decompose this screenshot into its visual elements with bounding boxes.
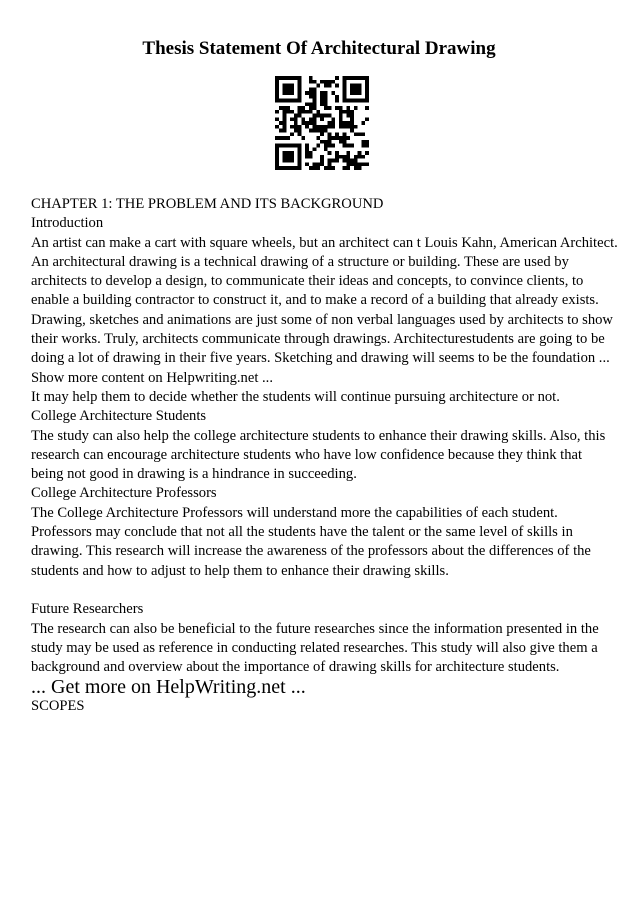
text-line: research can encourage architecture students who have low confidence because they think that [31,446,583,463]
text-line: study may be used as reference in conducting related researches. This study will also give them a [31,639,598,656]
text-line: Introduction [31,215,104,232]
show-more-link[interactable]: Show more content on Helpwriting.net ... [31,369,273,386]
text-line: An artist can make a cart with square wheels, but an architect can t Louis Kahn, American Architect. [31,234,618,251]
text-line: An architectural drawing is a technical drawing of a structure or building. These are used by [31,253,569,270]
text-line: SCOPES [31,697,85,714]
text-line: background and overview about the importance of drawing skills for architecture students. [31,659,560,676]
text-line: students and how to adjust to help them to enhance their drawing skills. [31,562,449,579]
text-line: The College Architecture Professors will understand more the capabilities of each student. [31,504,558,521]
qr-code-icon [275,76,369,170]
text-line: College Architecture Professors [31,485,217,502]
text-line: enable a building contractor to construct it, and to make a record of a building that already exists. [31,292,599,309]
document-title: Thesis Statement Of Architectural Drawing [142,38,496,59]
text-line: It may help them to decide whether the students will continue pursuing architecture or not. [31,388,560,405]
text-line: Drawing, sketches and animations are just some of non verbal languages used by architects to show [31,311,613,328]
text-line: CHAPTER 1: THE PROBLEM AND ITS BACKGROUND [31,196,384,212]
text-line: being not good in drawing is a hindrance in succeeding. [31,466,357,483]
text-line: Professors may conclude that not all the students have the talent or the same level of skills in [31,524,573,541]
paragraph-gap [31,581,617,600]
text-line: doing a lot of drawing in their five years. Sketching and drawing will seems to be the foundation ... [31,350,610,367]
text-line: The study can also help the college architecture students to enhance their drawing skills. Also, this [31,427,606,444]
text-line: architects to develop a design, to communicate their ideas and concepts, to convince clients, to [31,273,584,290]
text-line: College Architecture Students [31,408,207,425]
text-line: drawing. This research will increase the awareness of the professors about the differences of the [31,543,591,560]
text-line: The research can also be beneficial to the future researches since the information presented in the [31,620,599,637]
get-more-link[interactable]: ... Get more on HelpWriting.net ... [31,676,306,698]
text-line: their works. Truly, architects communicate through drawings. Architecturestudents are going to be [31,331,605,348]
document-body [31,195,617,716]
text-line: Future Researchers [31,601,144,618]
